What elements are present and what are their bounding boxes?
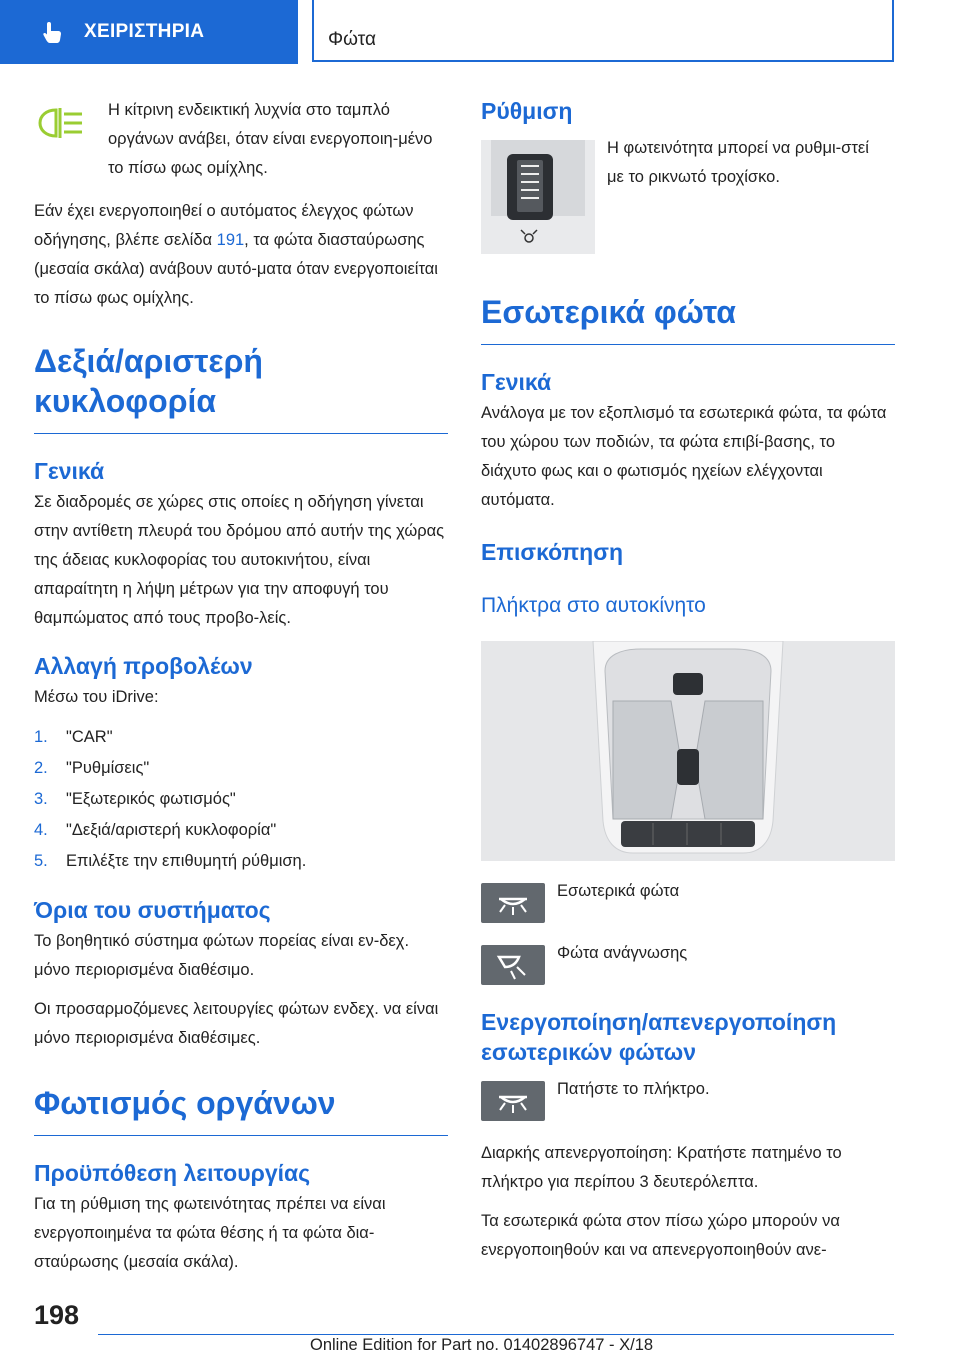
right-column (481, 96, 895, 1275)
chapter-title: Φώτα (312, 0, 894, 62)
adjust-row (481, 140, 895, 254)
interior-general-text: Ανάλογα με τον εξοπλισμό τα εσωτερικά φώτα, τα φώτα του χώρου των ποδιών, τα φώτα επιβί-βασης, το διάχυτο φως και ο φωτισμός ηχείων ελέγχονται αυτόματα. (481, 404, 887, 509)
key-row-reading (481, 945, 895, 985)
limits-text-1: Το βοηθητικό σύστημα φώτων πορείας είναι εν-δεχ. μόνο περιορισμένα διαθέσιμο. (34, 932, 410, 979)
rear-interior-text: Τα εσωτερικά φώτα στον πίσω χώρο μπορούν να ενεργοποιηθούν και να απενεργοποιηθούν ανε- (481, 1212, 840, 1259)
auto-light-paragraph (34, 197, 448, 313)
heading-buttons-in-vehicle: Πλήκτρα στο αυτοκίνητο (481, 594, 706, 617)
step-text: "Ρυθμίσεις" (66, 759, 150, 777)
list-item (34, 753, 448, 784)
step-number: 3. (34, 790, 48, 808)
step-number: 4. (34, 821, 48, 839)
step-text: Επιλέξτε την επιθυμητή ρύθμιση. (66, 852, 307, 870)
indicator-text: Η κίτρινη ενδεικτική λυχνία στο ταμπλό οργάνων ανάβει, όταν είναι ενεργοποιη-μένο το πίσω φως ομίχλης. (108, 101, 433, 177)
step-number: 5. (34, 852, 48, 870)
step-number: 1. (34, 728, 48, 746)
hand-pointer-icon (40, 19, 66, 45)
steps-list (34, 722, 448, 877)
adjust-text: Η φωτεινότητα μπορεί να ρυθμι-στεί με το ρικνωτό τροχίσκο. (607, 139, 869, 186)
page-link[interactable]: 191 (216, 231, 245, 249)
step-number: 2. (34, 759, 48, 777)
step-text: "CAR" (66, 728, 113, 746)
heading-prerequisite: Προϋπόθεση λειτουργίας (34, 1160, 311, 1186)
general-text: Σε διαδρομές σε χώρες στις οποίες η οδήγηση γίνεται στην αντίθετη πλευρά του δρόμου από αυτήν της χώρας της άδειας κυκλοφορίας του αυτοκινήτου, είναι απαραίτητη η λήψη μέτρων για την αποφυγή του θαμπώματος από τους προβο-λείς. (34, 493, 445, 627)
prereq-text: Για τη ρύθμιση της φωτεινότητας πρέπει να είναι ενεργοποιημένα τα φώτα θέσης ή τα φώτα δια-σταύρωσης (μεσαία σκάλα). (34, 1195, 386, 1271)
limits-text-2: Οι προσαρμοζόμενες λειτουργίες φώτων ενδεχ. να είναι μόνο περιορισμένα διαθέσιμες. (34, 1000, 439, 1047)
key-reading-label: Φώτα ανάγνωσης (557, 944, 688, 962)
heading-traffic: Δεξιά/αριστερή κυκλοφορία (34, 341, 448, 434)
heading-overview: Επισκόπηση (481, 539, 623, 565)
auto-para-text-end: , τα φώτα διασταύρωσης (μεσαία σκάλα) ανάβουν αυτό-ματα όταν ενεργοποιείται το πίσω φως ομίχλης. (34, 231, 438, 307)
key-interior-label: Εσωτερικά φώτα (557, 882, 680, 900)
interior-light-button-icon (481, 1081, 545, 1121)
heading-general: Γενικά (34, 458, 105, 484)
heading-toggle-interior: Ενεργοποίηση/απενεργοποίηση εσωτερικών φώτων (481, 1009, 837, 1065)
step-text: "Εξωτερικός φωτισμός" (66, 790, 236, 808)
heading-system-limits: Όρια του συστήματος (34, 897, 271, 923)
change-intro: Μέσω του iDrive: (34, 688, 159, 706)
list-item (34, 815, 448, 846)
key-row-interior (481, 883, 895, 923)
left-column (34, 96, 448, 1287)
reading-light-button-icon (481, 945, 545, 985)
key-row-press (481, 1081, 895, 1121)
heading-adjust: Ρύθμιση (481, 98, 573, 124)
edition-text: Online Edition for Part no. 01402896747 - X/18 (310, 1336, 654, 1354)
list-item (34, 722, 448, 753)
press-text: Πατήστε το πλήκτρο. (557, 1080, 710, 1098)
heading-general-interior: Γενικά (481, 369, 552, 395)
list-item (34, 784, 448, 815)
auto-para-text: Εάν έχει ενεργοποιηθεί ο αυτόματος έλεγχος φώτων οδήγησης, βλέπε σελίδα (34, 202, 414, 249)
deactivate-text: Διαρκής απενεργοποίηση: Κρατήστε πατημένο το πλήκτρο για περίπου 3 δευτερόλεπτα. (481, 1144, 842, 1191)
page-number: 198 (34, 1300, 80, 1330)
footer-divider (98, 1334, 894, 1335)
indicator-row (34, 96, 448, 193)
section-tab[interactable] (0, 0, 298, 64)
interior-light-button-icon (481, 883, 545, 923)
heading-instrument-lighting: Φωτισμός οργάνων (34, 1083, 448, 1136)
heading-change-headlights: Αλλαγή προβολέων (34, 653, 253, 679)
rear-fog-light-indicator-icon (34, 96, 90, 148)
thumbwheel-image (481, 140, 595, 254)
list-item (34, 846, 448, 877)
section-label: ΧΕΙΡΙΣΤΗΡΙΑ (84, 21, 205, 42)
heading-interior-lights: Εσωτερικά φώτα (481, 292, 895, 345)
roof-console-image (481, 641, 895, 861)
step-text: "Δεξιά/αριστερή κυκλοφορία" (66, 821, 277, 839)
